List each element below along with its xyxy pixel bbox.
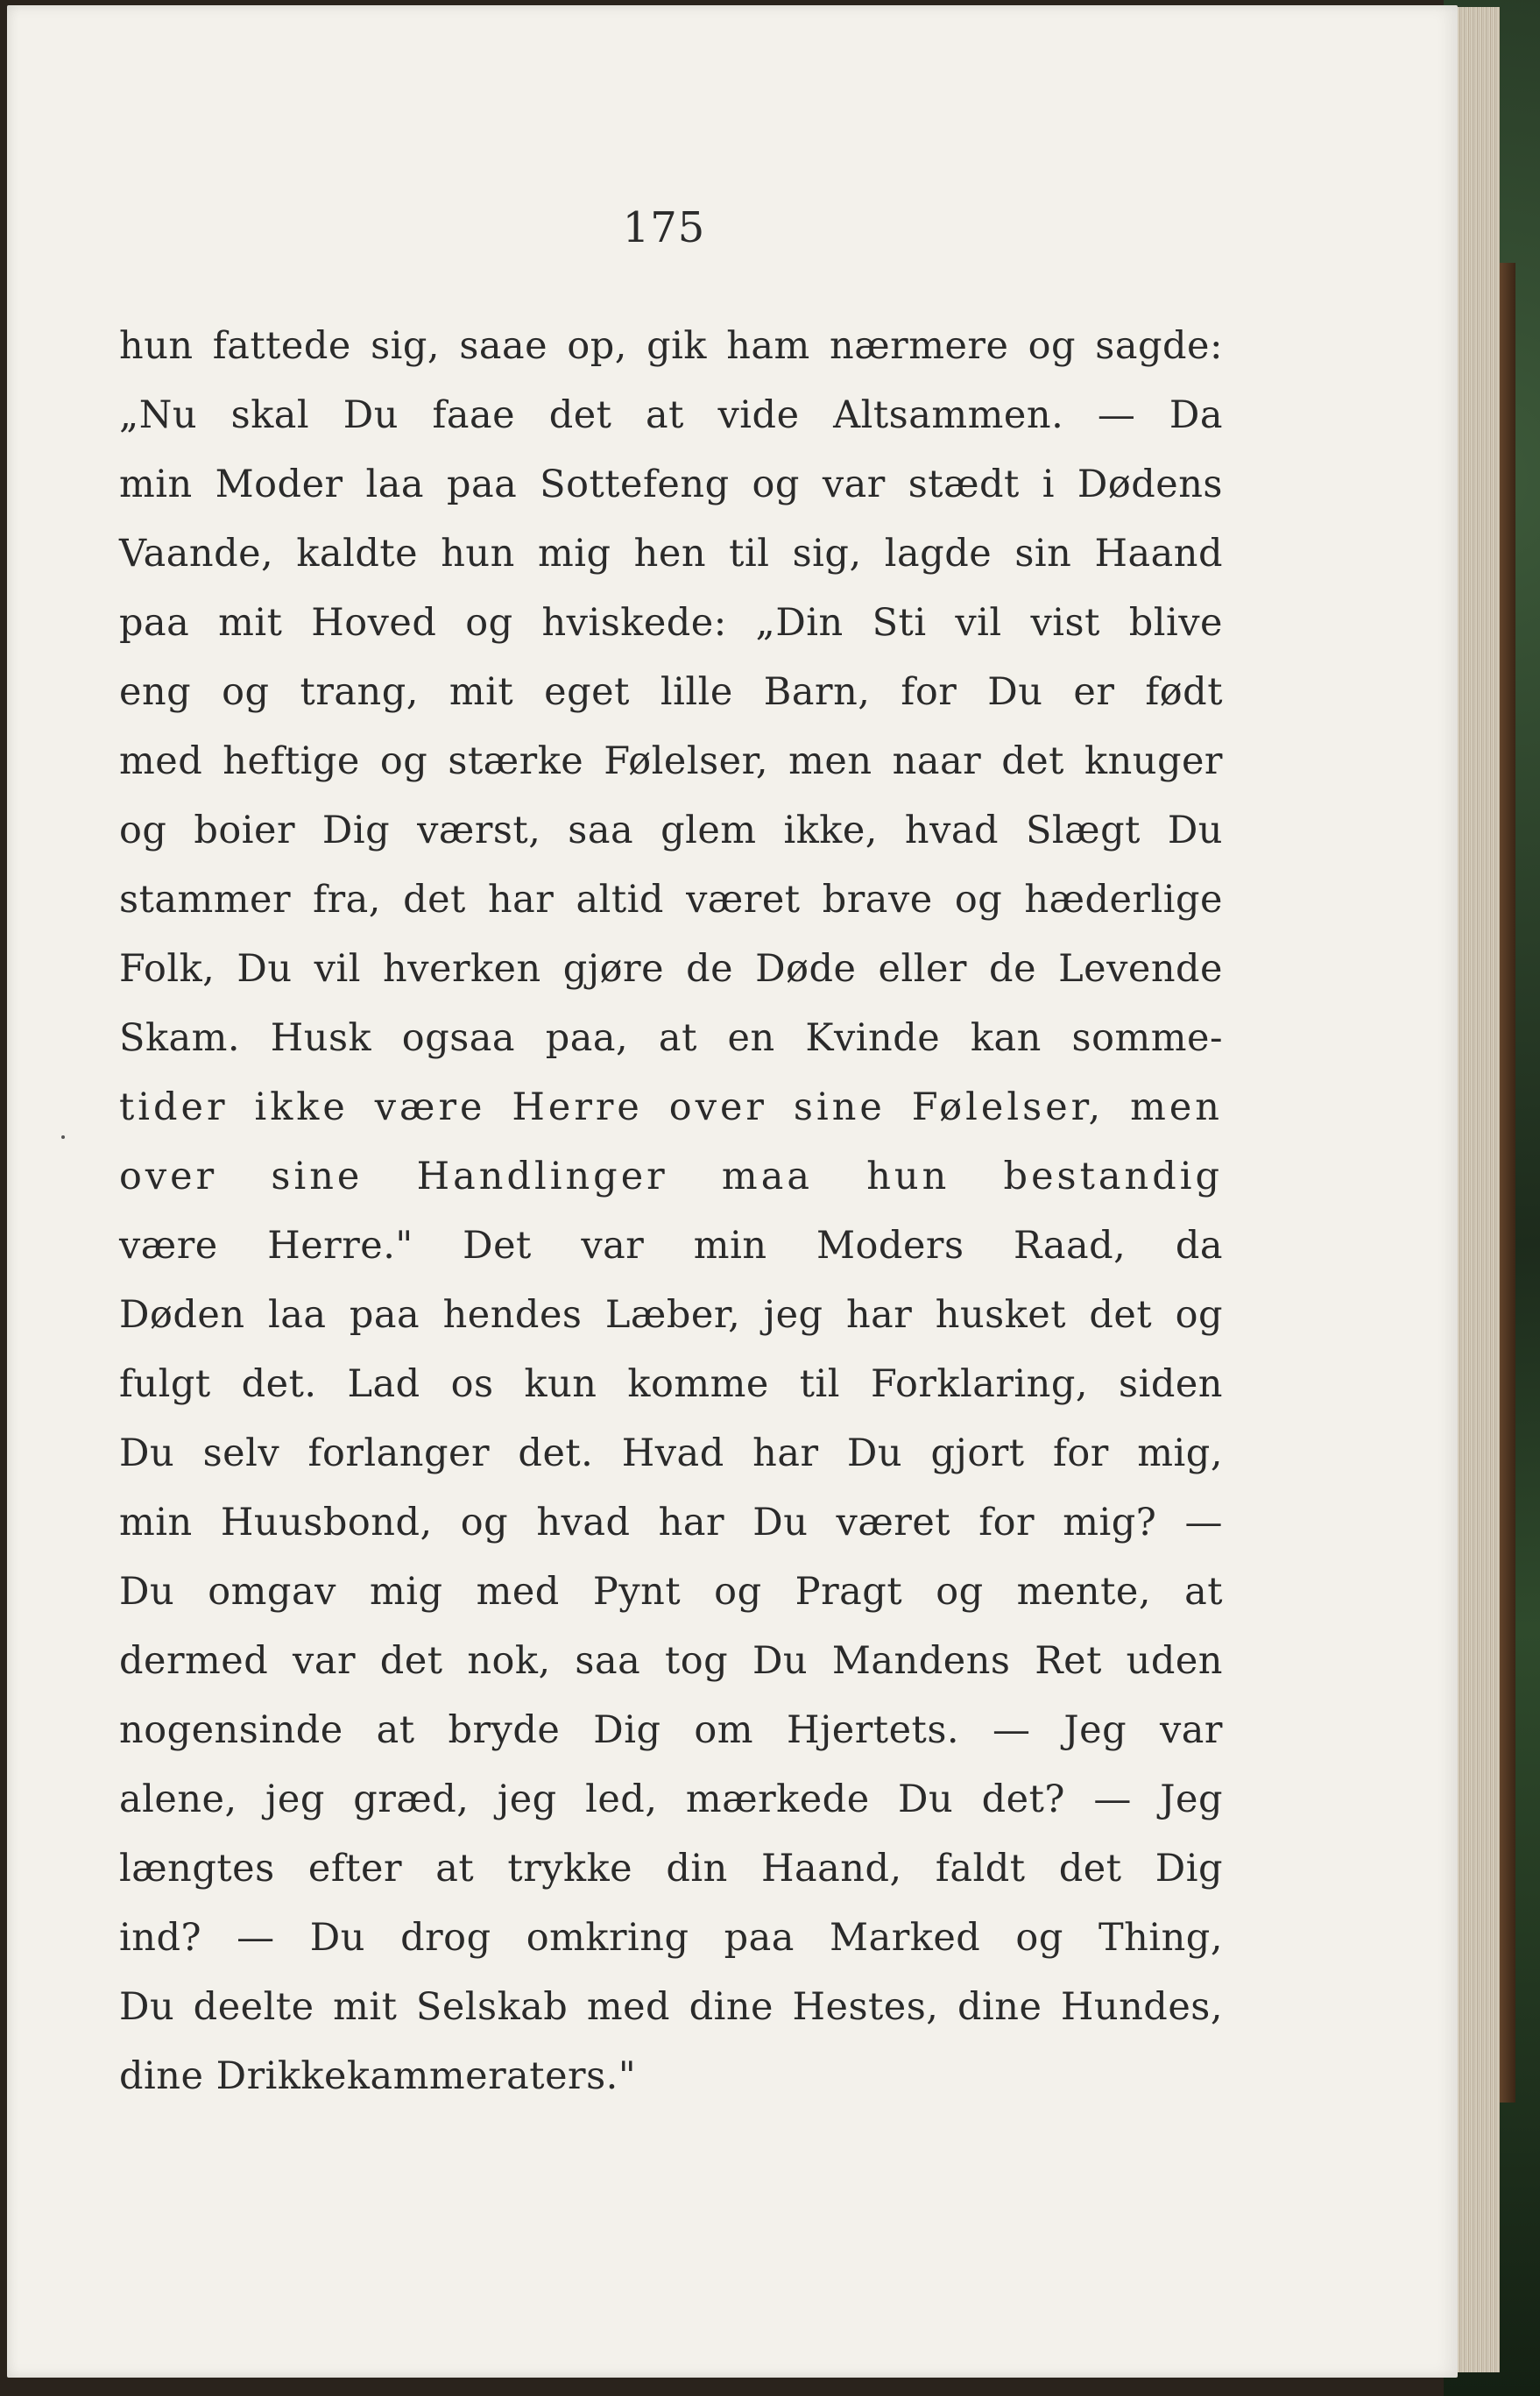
text-line: stammer fra, det har altid været brave og hæderlige: [119, 878, 1223, 922]
text-line: være Herre." Det var min Moders Raad, da: [119, 1224, 1223, 1268]
text-line: min Moder laa paa Sottefeng og var stædt i Dødens: [119, 463, 1223, 506]
text-line: Døden laa paa hendes Læber, jeg har husket det og: [119, 1293, 1223, 1337]
book-page: [7, 5, 1458, 2378]
text-line: „Nu skal Du faae det at vide Altsammen. — Da: [119, 393, 1223, 437]
body-text: [119, 312, 1223, 2111]
text-line: paa mit Hoved og hviskede: „Din Sti vil vist blive: [119, 601, 1223, 645]
text-line: dine Drikkekammeraters.": [119, 2054, 637, 2098]
text-line: Du deelte mit Selskab med dine Hestes, dine Hundes,: [119, 1985, 1223, 2029]
text-line: med heftige og stærke Følelser, men naar det knuger: [119, 739, 1223, 783]
text-line: over sine Handlinger maa hun bestandig: [119, 1155, 1223, 1198]
page-edges: [1454, 7, 1500, 2372]
text-line: alene, jeg græd, jeg led, mærkede Du det? — Jeg: [119, 1778, 1223, 1821]
text-line: ind? — Du drog omkring paa Marked og Thing,: [119, 1916, 1223, 1960]
text-line: Du omgav mig med Pynt og Pragt og mente, at: [119, 1570, 1223, 1614]
text-line: dermed var det nok, saa tog Du Mandens Ret uden: [119, 1639, 1223, 1683]
text-line: min Huusbond, og hvad har Du været for mig? —: [119, 1501, 1223, 1544]
text-line: eng og trang, mit eget lille Barn, for Du er født: [119, 670, 1223, 714]
text-line: tider ikke være Herre over sine Følelser, men: [119, 1085, 1223, 1129]
margin-mark: [61, 1135, 65, 1139]
text-line: Skam. Husk ogsaa paa, at en Kvinde kan somme-: [119, 1016, 1223, 1060]
text-line: fulgt det. Lad os kun komme til Forklaring, siden: [119, 1362, 1223, 1406]
page-number: 175: [622, 203, 706, 252]
text-line: og boier Dig værst, saa glem ikke, hvad Slægt Du: [119, 809, 1223, 852]
text-line: Vaande, kaldte hun mig hen til sig, lagde sin Haand: [119, 532, 1223, 576]
text-line: hun fattede sig, saae op, gik ham nærmere og sagde:: [119, 324, 1223, 368]
text-line: nogensinde at bryde Dig om Hjertets. — Jeg var: [119, 1708, 1223, 1752]
text-line: længtes efter at trykke din Haand, faldt det Dig: [119, 1847, 1223, 1891]
text-line: Du selv forlanger det. Hvad har Du gjort for mig,: [119, 1431, 1223, 1475]
text-line: Folk, Du vil hverken gjøre de Døde eller de Levende: [119, 947, 1223, 991]
